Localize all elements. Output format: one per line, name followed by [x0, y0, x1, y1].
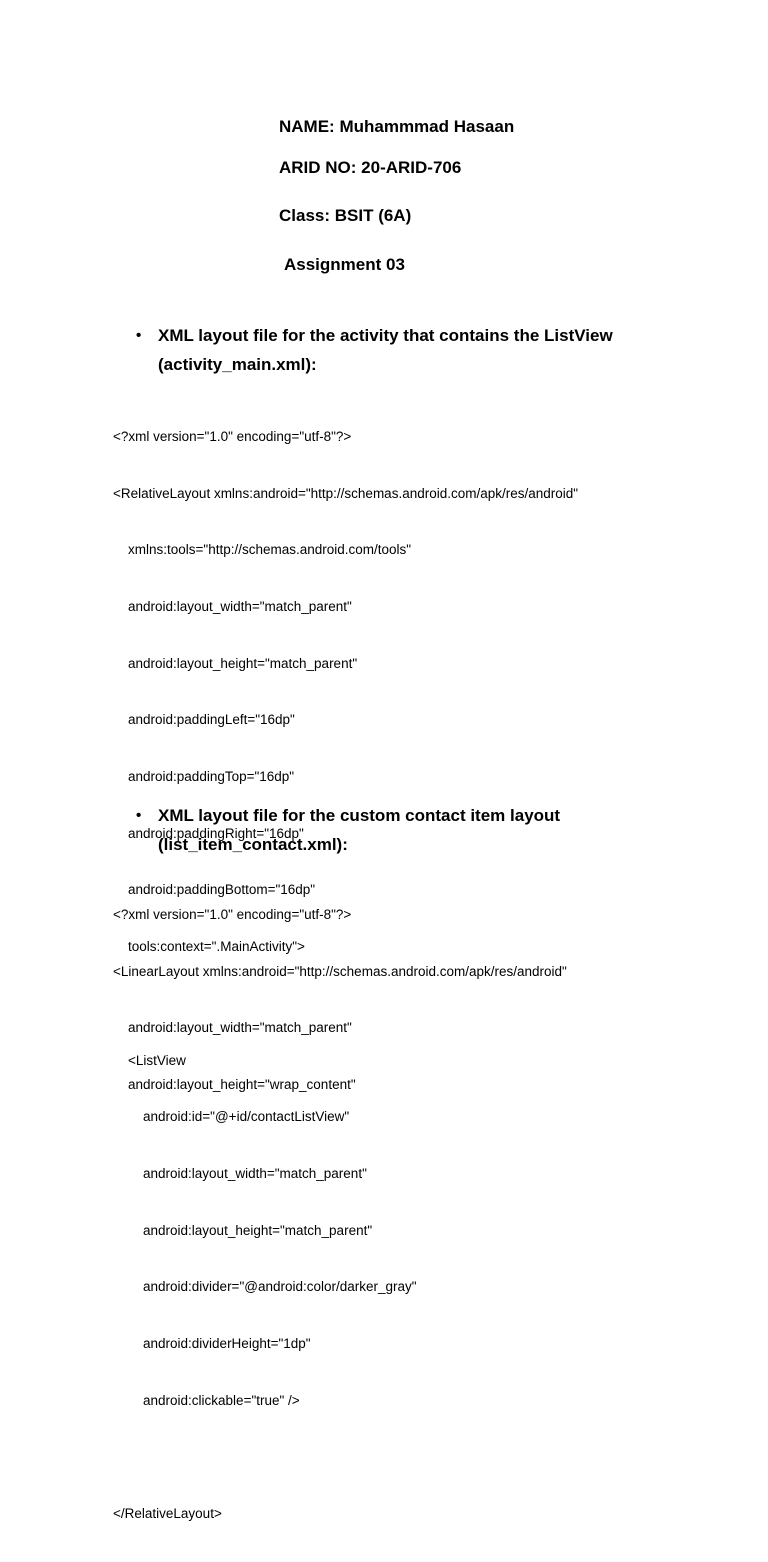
section-heading-activity-main — [136, 321, 696, 379]
section-heading-line-1: XML layout file for the activity that contains the ListView — [158, 326, 613, 345]
code-line: android:layout_width="match_parent" — [113, 1165, 367, 1181]
bullet-icon: • — [136, 327, 142, 344]
code-line: <?xml version="1.0" encoding="utf-8"?> — [113, 906, 352, 922]
code-line: <LinearLayout xmlns:android="http://schemas.android.com/apk/res/android" — [113, 963, 567, 979]
bullet-icon: • — [136, 807, 142, 824]
code-line: <ListView — [113, 1052, 186, 1068]
code-line: android:layout_width="match_parent" — [113, 598, 352, 614]
code-line: android:paddingTop="16dp" — [113, 769, 295, 785]
section-heading-line-2: (list_item_contact.xml): — [158, 835, 348, 854]
class-info: Class: BSIT (6A) — [279, 206, 412, 225]
code-line: android:layout_height="wrap_content" — [113, 1076, 356, 1092]
code-line: android:paddingLeft="16dp" — [113, 712, 295, 728]
code-line: android:layout_width="match_parent" — [113, 1020, 352, 1036]
code-line: </RelativeLayout> — [113, 1506, 222, 1522]
code-line: tools:context=".MainActivity"> — [113, 939, 305, 955]
code-line: android:dividerHeight="1dp" — [113, 1336, 311, 1352]
code-line: android:id="@+id/contactListView" — [113, 1109, 350, 1125]
code-line — [113, 1448, 733, 1467]
section-heading-line-1: XML layout file for the custom contact item layout — [158, 806, 561, 825]
code-line: android:divider="@android:color/darker_gray" — [113, 1279, 417, 1295]
code-line: android:paddingBottom="16dp" — [113, 882, 316, 898]
section-heading-line-2: (activity_main.xml): — [158, 355, 317, 374]
assignment-title: Assignment 03 — [284, 255, 405, 274]
code-line: <?xml version="1.0" encoding="utf-8"?> — [113, 428, 352, 444]
code-line: android:paddingRight="16dp" — [113, 825, 304, 841]
section-heading-list-item-contact — [136, 801, 696, 859]
code-line: xmlns:tools="http://schemas.android.com/tools" — [113, 542, 412, 558]
code-block-list-item-contact — [113, 868, 733, 1133]
code-line: android:layout_height="match_parent" — [113, 1222, 373, 1238]
code-line: android:layout_height="match_parent" — [113, 655, 358, 671]
code-line: <RelativeLayout xmlns:android="http://schemas.android.com/apk/res/android" — [113, 485, 579, 501]
arid-number: ARID NO: 20-ARID-706 — [279, 158, 462, 177]
student-name: NAME: Muhammmad Hasaan — [279, 117, 515, 136]
code-line: android:clickable="true" /> — [113, 1392, 300, 1408]
